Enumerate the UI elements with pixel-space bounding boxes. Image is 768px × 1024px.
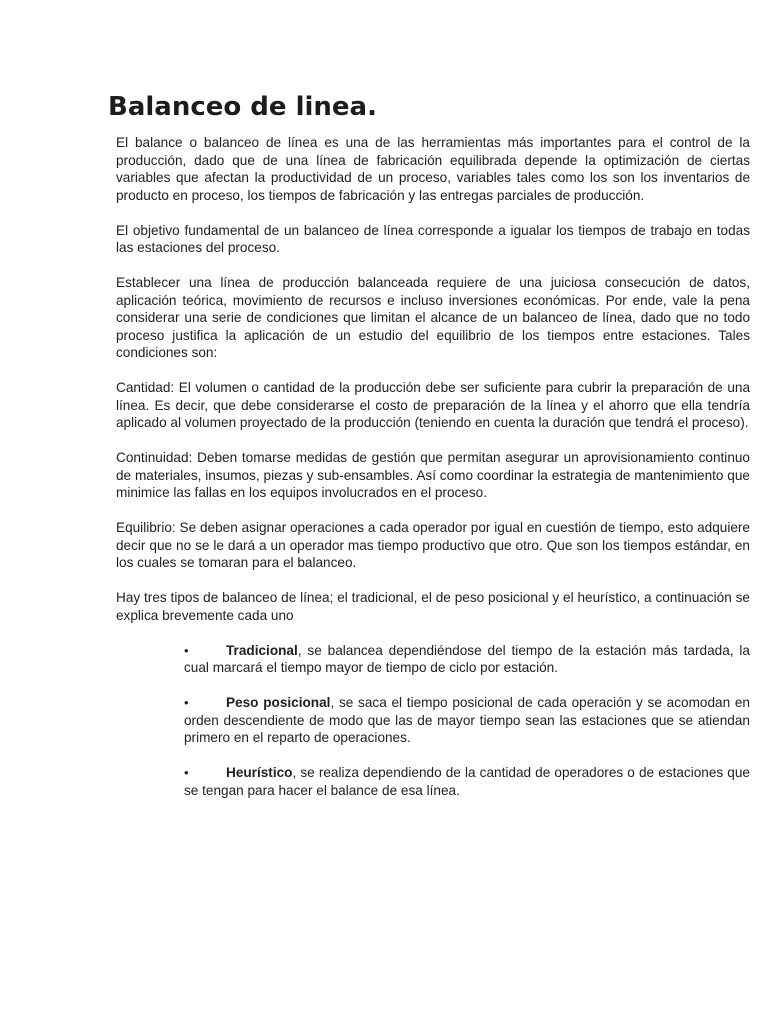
paragraph-quantity: Cantidad: El volumen o cantidad de la producción debe ser suficiente para cubrir la preparación de una línea. Es decir, que debe considerarse el costo de preparación de la línea y el ahorro que ella tendría aplicado al volumen proyectado de la producción (teniendo en cuenta la duración que tendrá el proceso).: [116, 380, 750, 430]
document-title: Balanceo de linea.: [108, 92, 377, 122]
bullet-term: Peso posicional: [226, 695, 331, 710]
paragraph-types: Hay tres tipos de balanceo de línea; el tradicional, el de peso posicional y el heurístico, a continuación se explica brevemente cada uno: [116, 590, 750, 623]
bullet-text: , se balancea dependiéndose del tiempo de la estación más tardada, la cual marcará el tiempo mayor de tiempo de ciclo por estación.: [184, 642, 750, 675]
bullet-icon: •: [184, 642, 189, 658]
bullet-icon: •: [184, 765, 189, 780]
list-item-traditional: [184, 642, 750, 677]
list-item-heuristic: [184, 764, 750, 799]
paragraph-conditions: Establecer una línea de producción balanceada requiere de una juiciosa consecución de datos, aplicación teórica, movimiento de recursos e incluso inversiones económicas. Por ende, vale la pena considerar una serie de condiciones que limitan el alcance de un balanceo de línea, dado que no todo proceso justifica la aplicación de un estudio del equilibrio de los tiempos entre estaciones. Tales condiciones son:: [116, 275, 750, 360]
bullet-text: , se realiza dependiendo de la cantidad de operadores o de estaciones que se tengan para hacer el balance de esa línea.: [184, 765, 750, 798]
paragraph-continuity: Continuidad: Deben tomarse medidas de gestión que permitan asegurar un aprovisionamiento continuo de materiales, insumos, piezas y sub-ensambles. Así como coordinar la estrategia de mantenimiento que minimice las fallas en los equipos involucrados en el proceso.: [116, 450, 750, 500]
bullet-text: , se saca el tiempo posicional de cada operación y se acomodan en orden descendiente de modo que las de mayor tiempo sean las estaciones que se atiendan primero en el reparto de operaciones.: [184, 695, 750, 745]
list-item-positional-weight: [184, 694, 750, 747]
bullet-icon: •: [184, 695, 189, 710]
paragraph-intro: El balance o balanceo de línea es una de las herramientas más importantes para el control de la producción, dado que de una línea de fabricación equilibrada depende la optimización de ciertas variables que afectan la productividad de un proceso, variables tales como los son los inventarios de producto en proceso, los tiempos de fabricación y las entregas parciales de producción.: [116, 135, 750, 203]
bullet-term: Tradicional: [226, 642, 298, 658]
document-body: [116, 134, 750, 817]
paragraph-objective: El objetivo fundamental de un balanceo de línea corresponde a igualar los tiempos de trabajo en todas las estaciones del proceso.: [116, 222, 750, 255]
paragraph-balance: Equilibrio: Se deben asignar operaciones a cada operador por igual en cuestión de tiempo, esto adquiere decir que no se le dará a un operador mas tiempo productivo que otro. Que son los tiempos estándar, en los cuales se tomaran para el balanceo.: [116, 520, 750, 570]
bullet-term: Heurístico: [226, 765, 293, 780]
balancing-types-list: [116, 642, 750, 800]
